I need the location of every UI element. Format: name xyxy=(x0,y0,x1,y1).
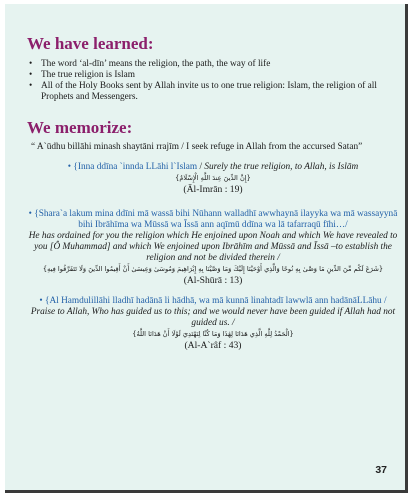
verse-meaning: Surely the true religion, to Allah, is Islām xyxy=(204,162,359,172)
learned-item: • The true religion is Islam xyxy=(29,70,389,81)
verse-arabic: {شَرَعَ لَكُم مِّنَ الدِّينِ مَا وَصَّىٰ بِهِ نُوحًا وَالَّذِي أَوْحَيْنَا إِلَيْكَ وَمَا وَصَّيْنَا بِهِ إِبْرَاهِيمَ وَمُوسَىٰ وَعِيسَىٰ أَنْ أَقِيمُوا الدِّينَ وَلَا تَتَفَرَّقُوا فِيهِ} xyxy=(42,265,384,273)
verse-reference: (Āl-Imrān : 19) xyxy=(183,184,243,195)
memorize-heading: We memorize: xyxy=(27,118,133,137)
verse-meaning: Praise to Allah, Who has guided us to this; and we would never have been guided if Allah had not guided us. / xyxy=(30,307,396,328)
learned-list xyxy=(29,59,389,103)
page-number: 37 xyxy=(375,464,387,476)
verse-transliteration: {Al Hamdulillāhi lladhī hadānā li hādhā, wa mā kunnā linahtadī lawwlā ann hadānāLLāhu / xyxy=(44,296,387,306)
bullet-icon: • xyxy=(28,209,32,219)
verse-reference: (Al-A`râf : 43) xyxy=(184,340,242,351)
learned-item: • The word ‘al-dīn’ means the religion, the path, the way of life xyxy=(29,59,389,70)
verse-transliteration: {Inna ddīna `innda LLāhi l`Islam xyxy=(73,162,198,172)
bullet-icon: • xyxy=(67,162,72,172)
verse-transliteration: {Shara`a lakum mina ddīni mā wassā bihi Nūhann walladhī awwhaynā ilayyka wa mā wassayynā bihi Ibrāhīma wa Mūssā wa Īssā ann aqīmū ddīna wa lā tafarraqū fīhi…/ xyxy=(34,209,398,230)
bullet-icon: • xyxy=(39,296,43,306)
verse-reference: (Al-Shūrā : 13) xyxy=(183,275,243,286)
page-frame xyxy=(5,4,408,493)
verse-block xyxy=(27,209,399,286)
verse-meaning: He has ordained for you the religion which He enjoined upon Noah and which We have revealed to you [Ô Muhammad] and which We enjoined upon Ibrāhīm and Mūssā and Īssā –to establish the religion and not be divided therein / xyxy=(28,231,398,263)
verse-block xyxy=(27,296,399,351)
istiadha-line: “ A`ūdhu billāhi minash shaytāni rrajīm / I seek refuge in Allah from the accursed Satan” xyxy=(31,142,363,152)
learned-heading: We have learned: xyxy=(27,34,154,53)
verse-arabic: {الْحَمْدُ لِلَّهِ الَّذِي هَدَانَا لِهَٰذَا وَمَا كُنَّا لِنَهْتَدِيَ لَوْلَا أَنْ هَدَانَا اللَّهُ} xyxy=(132,330,294,338)
verse-arabic: {إِنَّ الدِّينَ عِندَ اللَّهِ الْإِسْلَامُ} xyxy=(175,174,251,182)
learned-item: • All of the Holy Books sent by Allah invite us to one true religion: Islam, the religion of all Prophets and Messengers. xyxy=(29,81,389,103)
verse-block: • {Inna ddīna `innda LLāhi l`Islam / Surely the true religion, to Allah, is Islām {إِنَّ الدِّينَ عِندَ اللَّهِ الْإِسْلَامُ} (Āl-Imrān : 19) xyxy=(27,162,399,195)
